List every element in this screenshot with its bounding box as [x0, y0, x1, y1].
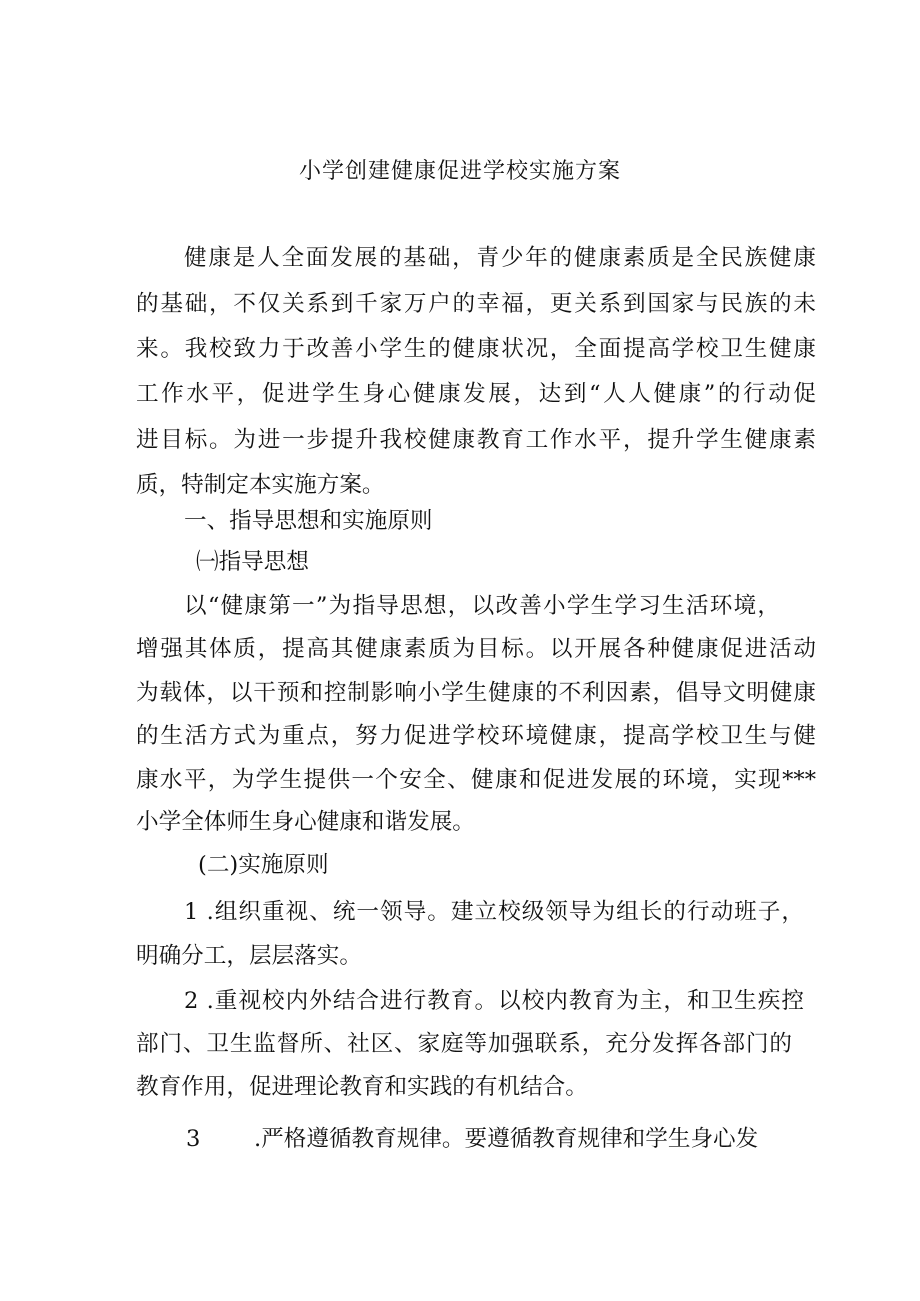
subsection-heading: ㈠指导思想: [196, 549, 309, 575]
list-item-line: 明确分工，层层落实。: [136, 943, 362, 969]
intro-line: 进目标。为进一步提升我校健康教育工作水平，提升学生健康素: [136, 427, 816, 453]
subsection-heading: (二)实施原则: [198, 852, 329, 878]
list-item-line: .严格遵循教育规律。要遵循教育规律和学生身心发: [254, 1126, 759, 1152]
body-line: 以“健康第一”为指导思想，以改善小学生学习生活环境，: [184, 593, 780, 619]
intro-line: 来。我校致力于改善小学生的健康状况，全面提高学校卫生健康: [136, 336, 816, 362]
body-line: 康水平，为学生提供一个安全、健康和促进发展的环境，实现***: [136, 767, 816, 793]
intro-line: 的基础，不仅关系到千家万户的幸福，更关系到国家与民族的未: [136, 291, 816, 317]
body-line: 小学全体师生身心健康和谐发展。: [136, 809, 475, 835]
list-item-number: 3: [186, 1126, 201, 1152]
list-item-line: 教育作用，促进理论教育和实践的有机结合。: [136, 1074, 588, 1100]
section-heading: 一、指导思想和实施原则: [184, 508, 433, 534]
list-item-line: 部门、卫生监督所、社区、家庭等加强联系，充分发挥各部门的: [136, 1031, 792, 1057]
intro-line: 工作水平，促进学生身心健康发展，达到“人人健康”的行动促: [136, 381, 816, 407]
intro-line: 健康是人全面发展的基础，青少年的健康素质是全民族健康: [184, 245, 816, 271]
document-title: 小学创建健康促进学校实施方案: [298, 159, 621, 184]
body-line: 为载体，以干预和控制影响小学生健康的不利因素，倡导文明健康: [136, 680, 816, 706]
body-line: 的生活方式为重点，努力促进学校环境健康，提高学校卫生与健: [136, 723, 816, 749]
intro-line: 质，特制定本实施方案。: [136, 472, 385, 498]
body-line: 增强其体质，提高其健康素质为目标。以开展各种健康促进活动: [136, 636, 816, 662]
list-item-line: 1 .组织重视、统一领导。建立校级领导为组长的行动班子，: [184, 899, 804, 925]
list-item-line: 2 .重视校内外结合进行教育。以校内教育为主，和卫生疾控: [184, 988, 804, 1014]
